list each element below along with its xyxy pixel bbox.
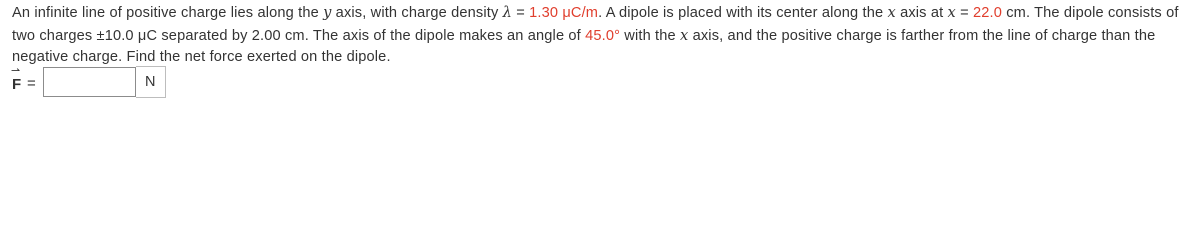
lambda-symbol: λ	[502, 4, 513, 21]
equals-sign: =	[27, 75, 36, 92]
angle-value: 45.0°	[585, 27, 621, 44]
problem-text: with the	[620, 27, 680, 44]
force-answer-input[interactable]	[43, 67, 136, 97]
problem-text: =	[512, 5, 530, 21]
problem-text: . A dipole is placed with its center along the	[598, 5, 888, 21]
problem-text: axis, with charge density	[331, 5, 503, 21]
problem-text: axis, and the positive charge is farther from the line of charge than the negative charge. Find the net force exerted on the dipole.	[12, 27, 1156, 65]
force-vector-symbol	[11, 64, 22, 93]
problem-text: An infinite line of positive charge lies along the	[12, 5, 324, 21]
problem-text: =	[955, 5, 973, 21]
y-variable: y	[323, 4, 332, 21]
answer-row	[12, 65, 166, 99]
force-symbol: F	[12, 75, 22, 93]
vector-arrow-icon: ⇀	[11, 64, 21, 77]
x-variable: x	[680, 26, 689, 44]
problem-statement	[12, 2, 1192, 69]
x-position-value: 22.0	[972, 5, 1002, 21]
problem-text: cm. The dipole consists of two charges ±10.0 μC separated by 2.00 cm. The axis of the dipole makes an angle of	[12, 5, 1179, 44]
problem-text: axis at	[895, 5, 948, 21]
x-variable: x	[887, 4, 896, 21]
lambda-value: 1.30 μC/m	[529, 5, 599, 21]
unit-label: N	[136, 66, 166, 98]
x-variable: x	[947, 4, 956, 21]
